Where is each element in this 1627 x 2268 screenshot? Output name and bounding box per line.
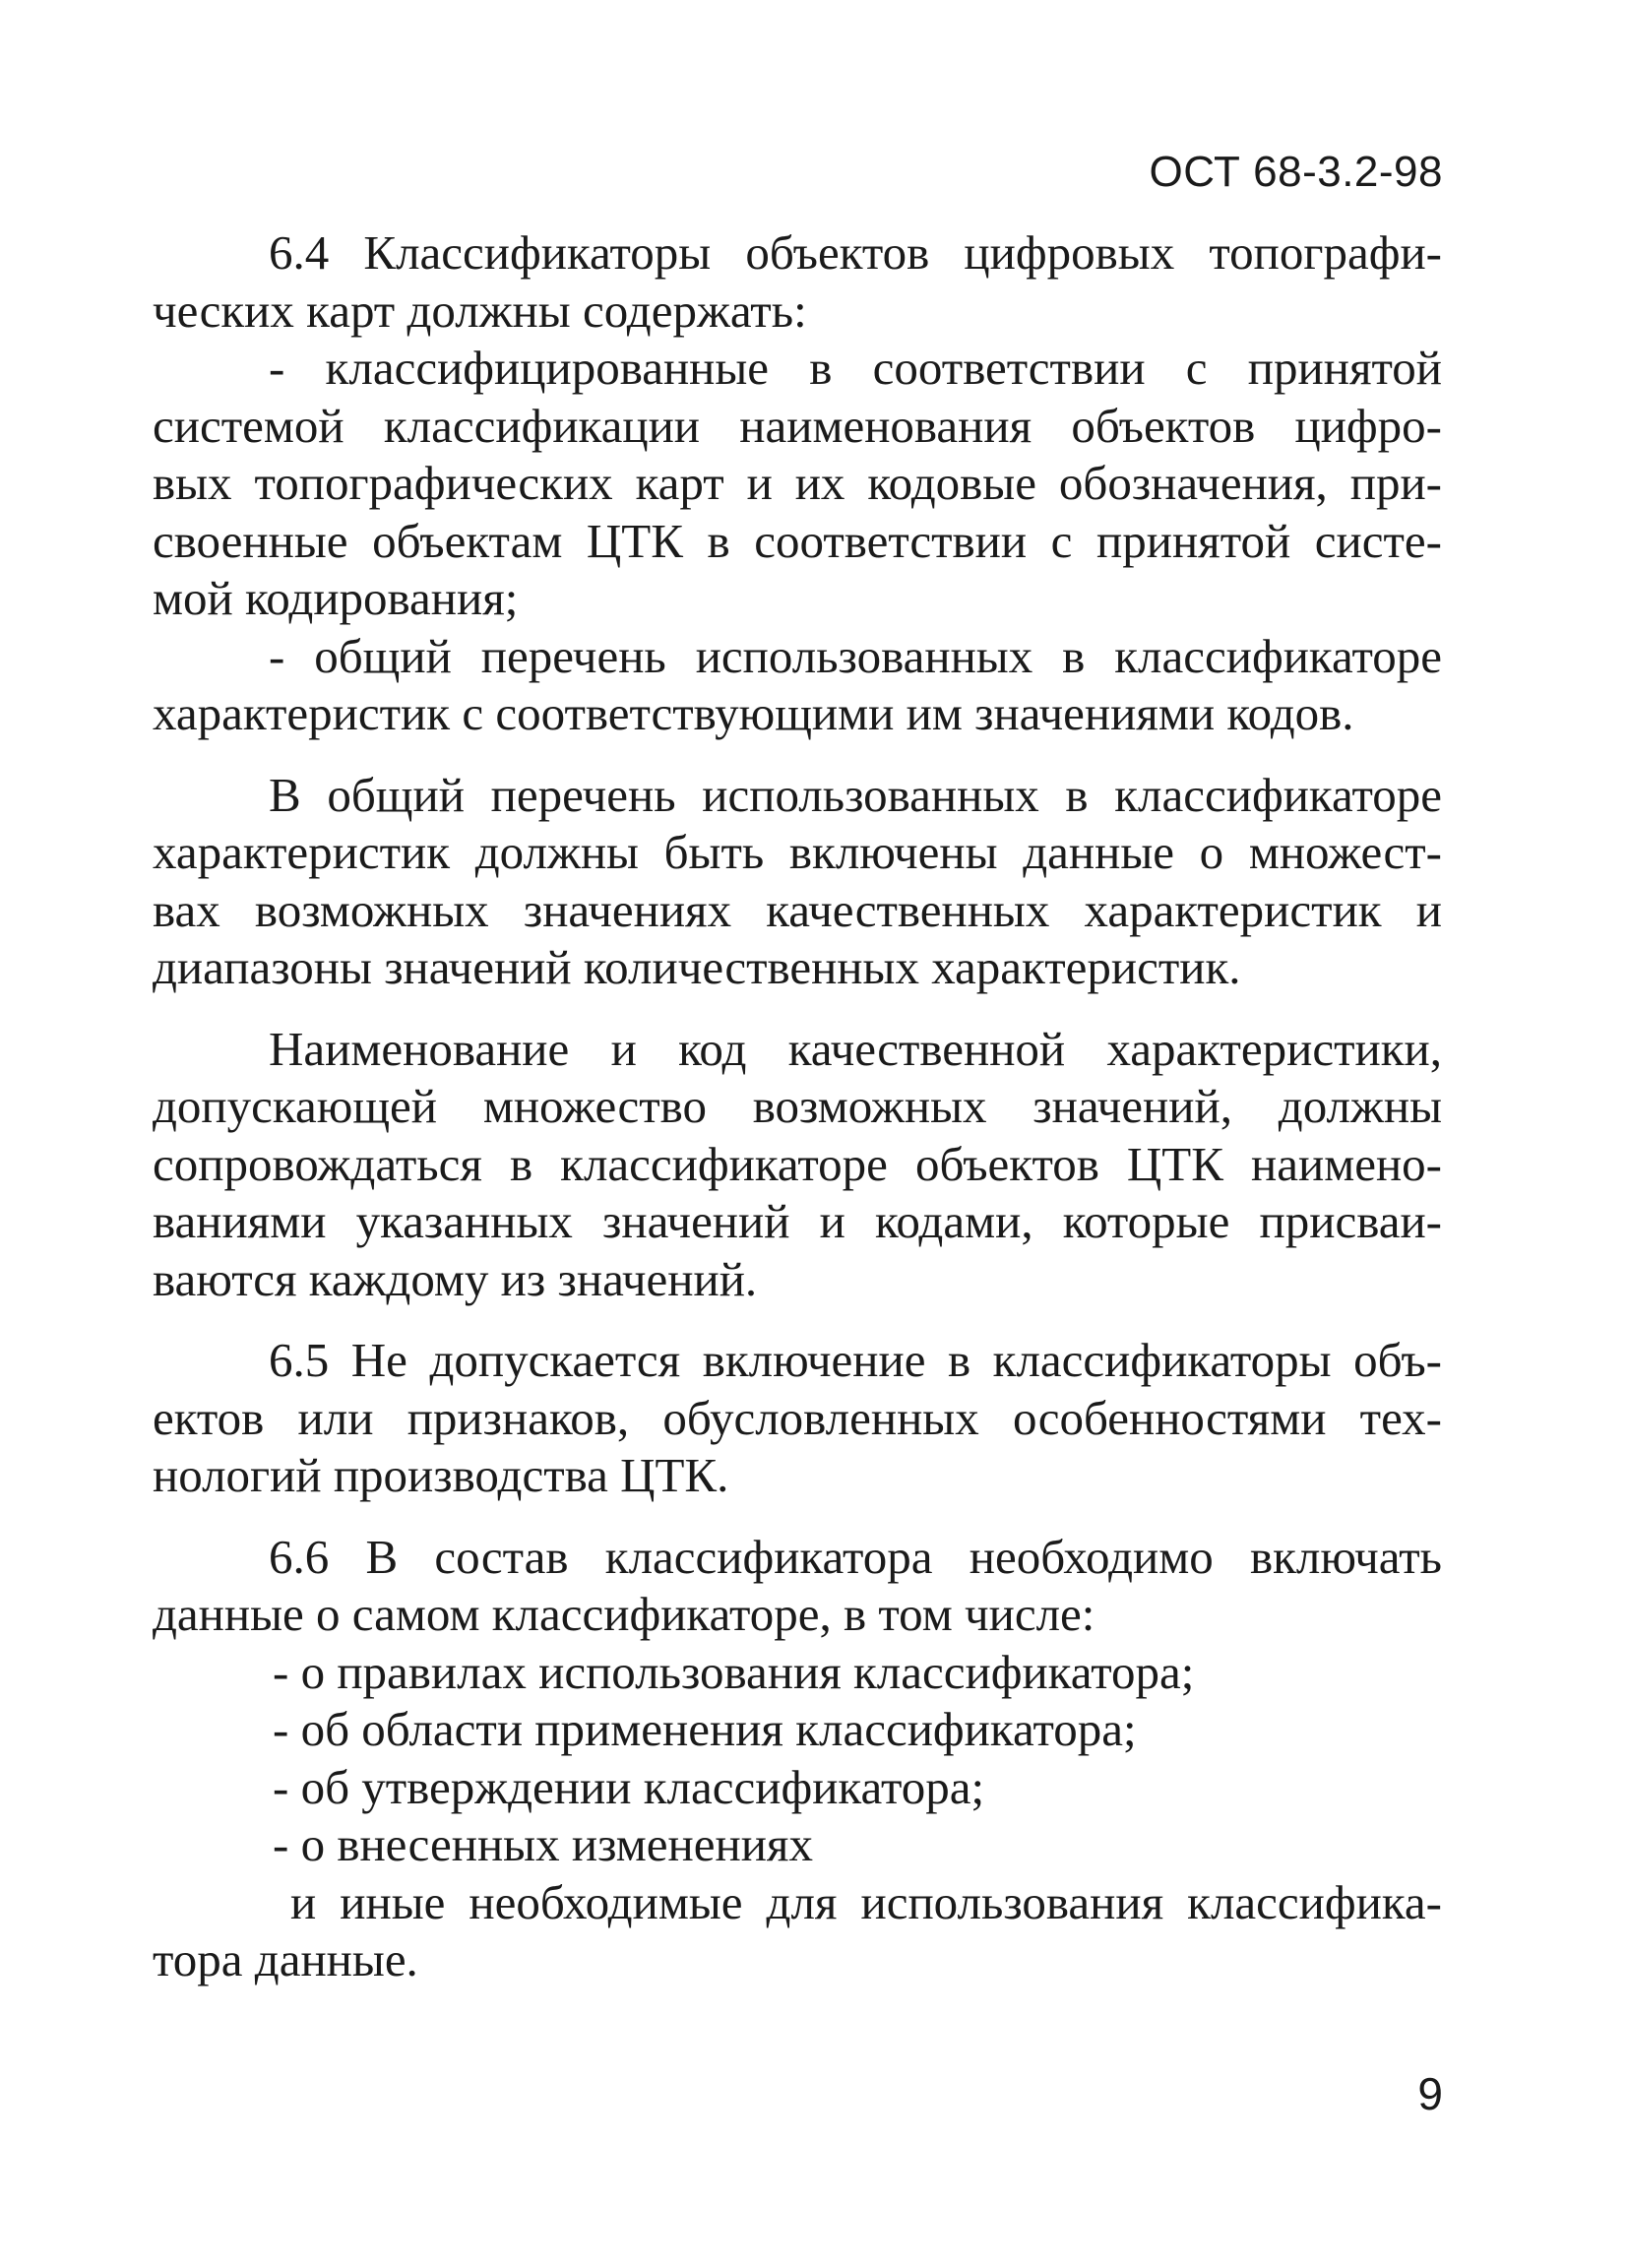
text-line: ческих карт должны содержать:: [153, 283, 807, 338]
text-line: В общий перечень использованных в классификаторе: [269, 767, 1442, 822]
text-line: вых топографических карт и их кодовые обозначения, при-: [153, 456, 1442, 510]
text-line: мой кодирования;: [153, 571, 519, 625]
text-line: 6.5 Не допускается включение в классификаторы объ-: [269, 1333, 1442, 1387]
list-item: - о внесенных изменениях: [273, 1817, 813, 1871]
section-6-4: [153, 224, 1442, 340]
text-line: ваются каждому из значений.: [153, 1251, 758, 1306]
text-line: ваниями указанных значений и кодами, которые присваи-: [153, 1194, 1442, 1248]
paragraph-general-list: [153, 767, 1442, 997]
document-body: [153, 224, 1442, 1989]
text-line: 6.6 В состав классификатора необходимо включать: [269, 1529, 1442, 1584]
text-line: допускающей множество возможных значений, должны: [153, 1079, 1442, 1133]
list-item: - об утверждении классификатора;: [273, 1759, 985, 1814]
text-line: данные о самом классификаторе, в том числе:: [153, 1587, 1095, 1641]
text-line: Наименование и код качественной характеристики,: [269, 1021, 1442, 1076]
section-6-5: [153, 1332, 1442, 1505]
page-number: 9: [1417, 2068, 1443, 2119]
list-item: - об области применения классификатора;: [273, 1702, 1137, 1756]
text-line: своенные объектам ЦТК в соответствии с принятой систе-: [153, 513, 1442, 568]
text-line: характеристик должны быть включены данные о множест-: [153, 825, 1442, 879]
text-line: 6.4 Классификаторы объектов цифровых топографи-: [269, 225, 1442, 280]
text-line: и иные необходимые для использования классифика-: [290, 1874, 1442, 1929]
paragraph-naming: [153, 1021, 1442, 1309]
list-item-classified-names: [153, 340, 1442, 628]
text-line: ектов или признаков, обусловленных особенностями тех-: [153, 1390, 1442, 1445]
text-line: характеристик с соответствующими им значениями кодов.: [153, 686, 1354, 740]
text-line: сопровождаться в классификаторе объектов ЦТК наимено-: [153, 1136, 1442, 1191]
text-line: - общий перечень использованных в классификаторе: [269, 628, 1442, 683]
text-line: тора данные.: [153, 1932, 418, 1986]
list-item-general-list: [153, 628, 1442, 743]
text-line: нологий производства ЦТК.: [153, 1448, 729, 1502]
text-line: - классифицированные в соответствии с принятой: [269, 341, 1442, 395]
text-line: диапазоны значений количественных характеристик.: [153, 940, 1241, 994]
section-6-6: [153, 1529, 1442, 1989]
list-item: - о правилах использования классификатора;: [273, 1644, 1195, 1699]
document-code: ОСТ 68-3.2-98: [1149, 148, 1443, 196]
text-line: вах возможных значениях качественных характеристик и: [153, 882, 1442, 937]
text-line: системой классификации наименования объектов цифро-: [153, 398, 1442, 453]
